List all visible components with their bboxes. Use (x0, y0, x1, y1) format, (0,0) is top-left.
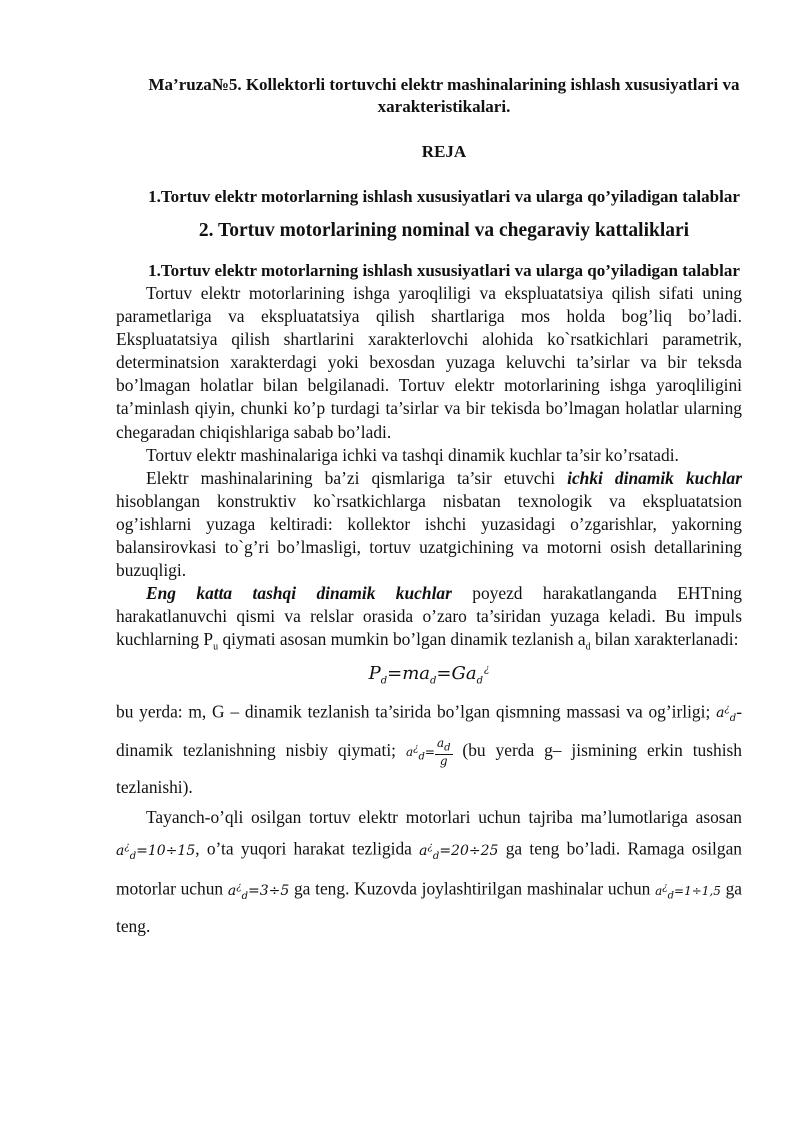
dynamic-force-formula: $P_d=ma_d=Ga_d$ ¿ (368, 662, 490, 687)
plan-item-1: 1.Tortuv elektr motorlarning ishlash xususiyatlari va ularga qo’yiladigan talablar (148, 187, 740, 206)
page-title: Ma’ruza№5. Kollektorli tortuvchi elektr mashinalarining ishlash xususiyatlari va xarakteristikalari. (148, 75, 740, 116)
paragraph-2: Tortuv elektr mashinalariga ichki va tashqi dinamik kuchlar ta’sir ko’rsatadi. (146, 444, 679, 465)
paragraph-3-text-c: hisoblangan konstruktiv ko`rsatkichlarga nisbatan texnologik va ekspluatatsion og’ishlarni yuzaga keltiradi: kollektor ishchi yuzasidagi o’zgarishlar, yakorning balansirovkasi to`g’ri bo’lmasligi, tortuv uzatgichining va motorni osish detallarining buzuqligi. (116, 490, 742, 581)
document-page (116, 74, 742, 941)
acceleration-value-3: $a^¿_d=3\div 5$ (227, 880, 290, 902)
paragraph-4 (116, 582, 742, 659)
section-1-heading: 1.Tortuv elektr motorlarning ishlash xususiyatlari va ularga qo’yiladigan talablar (148, 261, 740, 280)
external-dynamic-forces-term: Eng katta tashqi dinamik kuchlar (146, 583, 452, 604)
acceleration-range-3: =3÷5 (247, 882, 290, 899)
paragraph-6-text-e: ga teng. (116, 878, 742, 937)
acceleration-value-2: $a^¿_d=20\div 25$ (419, 841, 499, 862)
paragraph-3 (116, 467, 742, 582)
acceleration-subscript: d (585, 641, 591, 653)
paragraph-4-text-c: qiymati asosan mumkin bo’lgan dinamik tezlanish a (218, 629, 586, 650)
internal-dynamic-forces-term: ichki dinamik kuchlar (567, 467, 743, 488)
paragraph-5-text-c: (bu yerda g– jismining erkin tushish tezlanishi). (116, 740, 742, 798)
acceleration-value-1: $a^¿_d=10\div 15$ (116, 841, 196, 862)
acceleration-range-2: =20÷25 (439, 843, 499, 860)
acceleration-value-4: $a^¿_d=1\div 1,5$ (655, 881, 721, 901)
paragraph-4-text-b: poyezd harakatlanganda EHTning harakatlanuvchi qismi va relslar orasida o’zaro ta’siridan yuzaga keladi. Bu impuls kuchlarning P (116, 583, 742, 650)
paragraph-6-text-d: ga teng. Kuzovda joylashtirilgan mashinalar uchun (289, 878, 656, 899)
acceleration-range-1: =10÷15 (136, 843, 196, 860)
paragraph-4-text-d: bilan xarakterlanadi: (590, 629, 739, 650)
paragraph-6-text-c: ga teng bo’ladi. Ramaga osilgan motorlar uchun (116, 839, 742, 899)
acceleration-range-4: =1÷1,5 (674, 883, 721, 898)
paragraph-6-text-a: Tayanch-o’qli osilgan tortuv elektr motorlari uchun tajriba ma’lumotlariga asosan (146, 807, 742, 828)
paragraph-5-text-a: bu yerda: m, G – dinamik tezlanish ta’sirida bo’lgan qismning massasi va og’irligi; (116, 701, 717, 722)
paragraph-1: Tortuv elektr motorlarining ishga yaroqliligi va ekspluatatsiya qilish sifati uning parametlariga va ekspluatatsiya qilish shartlariga mos holda bog’liq bo’ladi. Ekspluatatsiya qilish shartlarini xarakterlovchi alohida ko`rsatkichlari parametrik, determinatsion xarakterdagi yoki bexosdan yuzaga keluvchi ta’sirlar va bir teksda bo’lmagan holatlar bilan belgilanadi. Tortuv elektr motorlarining ishga yaroqliligini ta’minlash qiyin, chunki ko’p turdagi ta’sirlar va bir tekisda bo’lmagan holatlar ularning chegaradan chiqishlariga sabab bo’ladi. (116, 283, 742, 442)
plan-heading: REJA (421, 142, 467, 161)
relative-acceleration-definition: $a^¿_d=$ $\frac{a_d}{g}$ (405, 735, 451, 769)
paragraph-6 (116, 802, 742, 941)
paragraph-5-text-b: -dinamik tezlanishning nisbiy qiymati; (116, 701, 742, 761)
plan-item-2: 2. Tortuv motorlarining nominal va chegaraviy kattaliklari (198, 220, 690, 241)
relative-acceleration-symbol: $a^¿_d$ (716, 703, 737, 725)
paragraph-3-text-a: Elektr mashinalarining ba’zi qismlariga ta’sir etuvchi (146, 467, 568, 488)
paragraph-5 (116, 695, 742, 803)
impulse-subscript: u (213, 641, 219, 653)
paragraph-6-text-b: , o’ta yuqori harakat tezligida (195, 839, 420, 860)
